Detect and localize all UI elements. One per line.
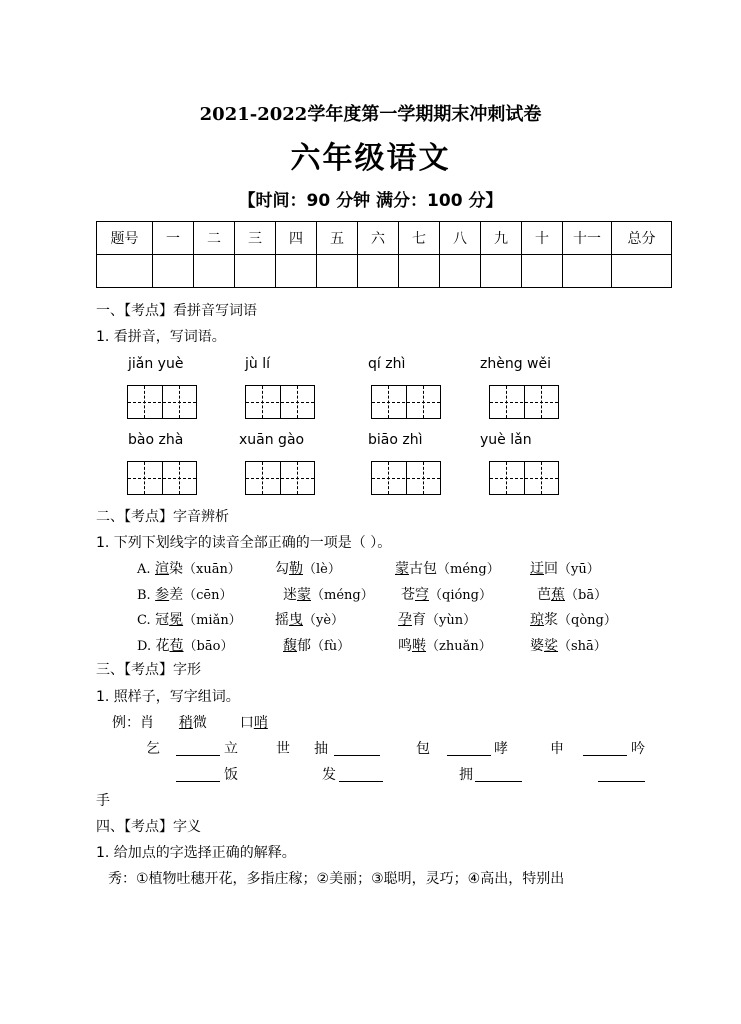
exam-title: 2021-2022学年度第一学期期末冲刺试卷	[199, 104, 542, 125]
table-header-cell: 总分	[612, 222, 672, 255]
answer-blank[interactable]	[176, 741, 220, 760]
table-header-cell: 一	[153, 222, 194, 255]
char-pinyin: （xuān）	[182, 562, 241, 577]
score-cell[interactable]	[276, 255, 317, 288]
word-part: 染	[168, 561, 183, 577]
option-label: B.	[137, 588, 151, 603]
char-pinyin: （zhuǎn）	[426, 639, 492, 654]
char-pinyin: （fù）	[311, 639, 351, 654]
writing-grid[interactable]	[371, 461, 441, 495]
section4-heading: 四、【考点】字义	[96, 819, 201, 835]
word-part: 摇	[275, 612, 289, 628]
char-pinyin: （yè）	[303, 613, 345, 628]
table-header-cell: 九	[481, 222, 522, 255]
underlined-char: 穹	[415, 587, 429, 603]
answer-blank[interactable]	[475, 767, 522, 786]
underlined-char: 稍	[178, 715, 193, 731]
word-part: 浆	[544, 612, 558, 628]
underlined-char: 勒	[289, 561, 303, 577]
example-label: 例：肖	[112, 715, 154, 731]
given-char: 吟	[631, 741, 645, 757]
option-label: C.	[137, 613, 151, 628]
char-pinyin: （lè）	[303, 562, 341, 577]
score-cell[interactable]	[522, 255, 563, 288]
writing-grid[interactable]	[489, 461, 559, 495]
answer-blank[interactable]	[339, 767, 383, 786]
given-char: 立	[224, 741, 238, 757]
underlined-char: 迂	[530, 561, 544, 577]
underlined-char: 蒙	[297, 587, 311, 603]
score-cell[interactable]	[153, 255, 194, 288]
table-header-cell: 题号	[97, 222, 153, 255]
underlined-char: 参	[155, 587, 170, 603]
pinyin-label: jiǎn yuè	[128, 356, 184, 372]
char-pinyin: （miǎn）	[183, 613, 242, 628]
score-cell[interactable]	[194, 255, 235, 288]
score-cell[interactable]	[358, 255, 399, 288]
table-header-cell: 六	[358, 222, 399, 255]
example-line	[112, 712, 268, 732]
writing-grid[interactable]	[245, 385, 315, 419]
underlined-char: 娑	[544, 638, 558, 654]
radical-char: 申	[550, 741, 564, 757]
score-cell[interactable]	[97, 255, 153, 288]
answer-blank[interactable]	[447, 741, 491, 760]
word-part: 鸣	[398, 638, 412, 654]
word-part: 郁	[297, 638, 311, 654]
underlined-char: 渲	[154, 561, 169, 577]
score-cell[interactable]	[481, 255, 522, 288]
underlined-char: 啭	[412, 638, 426, 654]
option-label: D.	[137, 639, 152, 654]
table-header-cell: 七	[399, 222, 440, 255]
word-part: 育	[412, 612, 426, 628]
char-pinyin: （cēn）	[183, 588, 233, 603]
char-pinyin: （méng）	[437, 562, 500, 577]
score-cell[interactable]	[612, 255, 672, 288]
answer-blank[interactable]	[598, 767, 645, 786]
score-table	[96, 221, 672, 288]
char-pinyin: （shā）	[558, 639, 607, 654]
score-table-header-row	[97, 222, 672, 255]
word-part: 迷	[283, 587, 297, 603]
radical-char: 世	[276, 741, 290, 757]
score-cell[interactable]	[440, 255, 481, 288]
char-pinyin: （méng）	[311, 588, 374, 603]
word-part: 回	[544, 561, 558, 577]
given-char: 拥	[459, 767, 473, 783]
pinyin-label: yuè lǎn	[480, 432, 532, 448]
radical-char: 乞	[146, 741, 160, 757]
pinyin-label: qí zhì	[368, 356, 406, 372]
word-part: 芭	[537, 587, 551, 603]
underlined-char: 蒙	[395, 561, 409, 577]
underlined-char: 琼	[530, 612, 544, 628]
example-word-part: 微	[192, 715, 207, 731]
writing-grid[interactable]	[245, 461, 315, 495]
time-score-info: 【时间：90 分钟 满分：100 分】	[238, 191, 503, 211]
pinyin-label: zhèng wěi	[480, 356, 551, 372]
section1-question: 1. 看拼音，写词语。	[96, 329, 226, 345]
pinyin-label: jù lí	[245, 356, 270, 372]
score-cell[interactable]	[563, 255, 612, 288]
given-char: 发	[322, 767, 336, 783]
char-pinyin: （bā）	[565, 588, 608, 603]
word-part: 冠	[155, 612, 170, 628]
word-part: 苍	[401, 587, 415, 603]
example-word-part: 口	[239, 715, 254, 731]
section4-question: 1. 给加点的字选择正确的解释。	[96, 845, 296, 861]
section2-question: 1. 下列下划线字的读音全部正确的一项是（ ）。	[96, 535, 392, 551]
underlined-char: 哨	[253, 715, 268, 731]
char-pinyin: （qióng）	[429, 588, 493, 603]
writing-grid[interactable]	[489, 385, 559, 419]
underlined-char: 苞	[169, 638, 184, 654]
subject-title: 六年级语文	[290, 141, 451, 176]
underlined-char: 馥	[283, 638, 297, 654]
wrapped-char: 手	[96, 793, 110, 809]
section2-heading: 二、【考点】字音辨析	[96, 509, 229, 525]
word-part: 差	[169, 587, 184, 603]
word-part: 婆	[530, 638, 544, 654]
underlined-char: 冕	[169, 612, 184, 628]
writing-grid[interactable]	[127, 461, 197, 495]
table-header-cell: 五	[317, 222, 358, 255]
table-header-cell: 三	[235, 222, 276, 255]
given-char: 哮	[494, 741, 508, 757]
char-pinyin: （yùn）	[426, 613, 477, 628]
word-part: 花	[155, 638, 170, 654]
word-part: 古包	[409, 561, 437, 577]
score-cell[interactable]	[235, 255, 276, 288]
option-label: A.	[137, 562, 151, 577]
table-header-cell: 四	[276, 222, 317, 255]
pinyin-label: bào zhà	[128, 432, 184, 448]
writing-grid[interactable]	[127, 385, 197, 419]
score-table-blank-row	[97, 255, 672, 288]
table-header-cell: 十	[522, 222, 563, 255]
score-cell[interactable]	[399, 255, 440, 288]
table-header-cell: 十一	[563, 222, 612, 255]
definition-line: 秀：①植物吐穗开花，多指庄稼；②美丽；③聪明，灵巧；④高出，特别出	[108, 871, 565, 887]
section3-heading: 三、【考点】字形	[96, 662, 201, 678]
answer-blank[interactable]	[334, 741, 380, 760]
given-char: 饭	[224, 767, 238, 783]
pinyin-label: xuān gào	[239, 432, 305, 448]
answer-blank[interactable]	[176, 767, 220, 786]
char-pinyin: （yū）	[558, 562, 600, 577]
word-part: 勾	[275, 561, 289, 577]
section1-heading: 一、【考点】看拼音写词语	[96, 303, 257, 319]
writing-grid[interactable]	[371, 385, 441, 419]
section3-question: 1. 照样子，写字组词。	[96, 689, 240, 705]
char-pinyin: （qòng）	[558, 613, 617, 628]
score-cell[interactable]	[317, 255, 358, 288]
given-char: 抽	[314, 741, 328, 757]
answer-blank[interactable]	[583, 741, 627, 760]
table-header-cell: 二	[194, 222, 235, 255]
underlined-char: 孕	[398, 612, 412, 628]
underlined-char: 曳	[289, 612, 303, 628]
char-pinyin: （bāo）	[183, 639, 234, 654]
pinyin-label: biāo zhì	[368, 432, 423, 448]
radical-char: 包	[416, 741, 430, 757]
table-header-cell: 八	[440, 222, 481, 255]
underlined-char: 蕉	[551, 587, 565, 603]
